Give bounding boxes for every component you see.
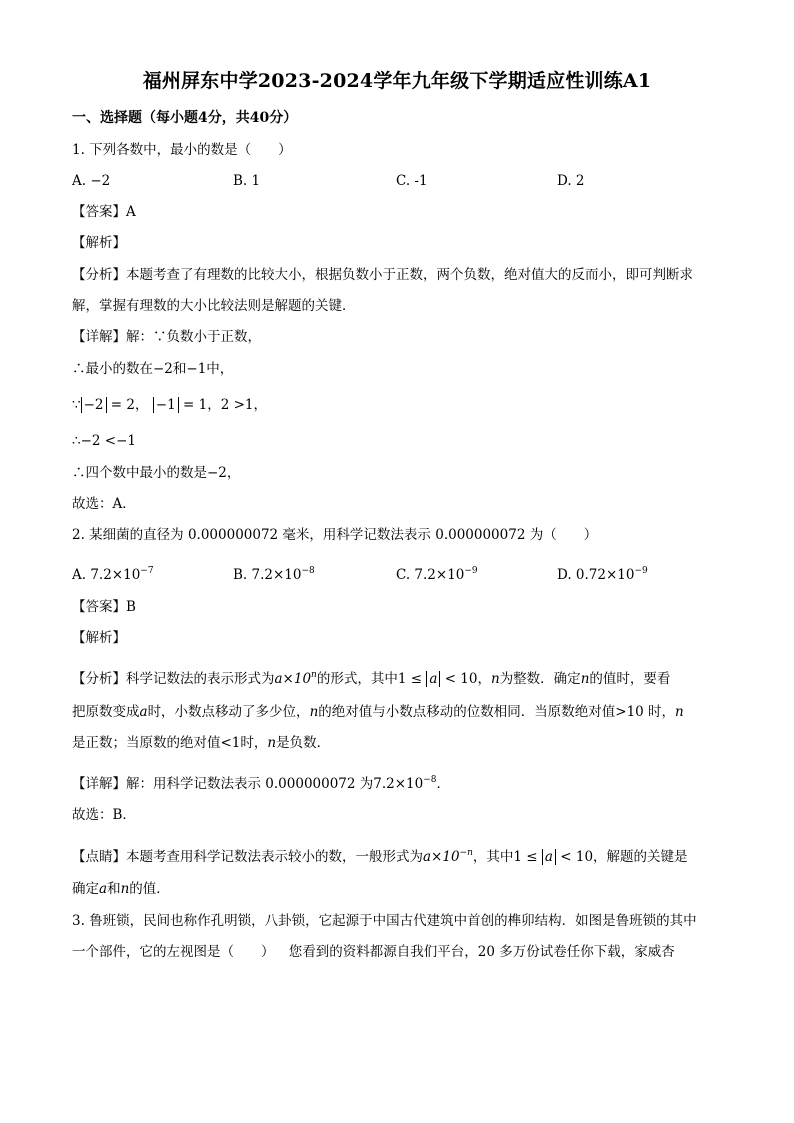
math-var: n	[580, 671, 590, 687]
exponent: −9	[464, 566, 478, 576]
section-heading: 一、选择题（每小题4分，共40分）	[72, 110, 298, 126]
analysis-text: 是正数；当原数的绝对值<1时，	[72, 735, 268, 751]
question-1-stem: 1. 下列各数中，最小的数是（ ）	[72, 142, 292, 158]
q1-option-a: A. −2	[72, 173, 111, 189]
detail-text: 解：∵负数小于正数，	[126, 329, 261, 345]
abs-value: a	[426, 671, 440, 687]
tip-text: ，其中1 ≤	[472, 849, 538, 865]
analysis-text: 为整数．确定	[499, 671, 581, 687]
option-text: D. 0.72×10	[557, 567, 635, 583]
math-var: a	[99, 881, 108, 897]
exponent: −8	[301, 566, 315, 576]
abs-value-2: −1	[153, 397, 179, 413]
math-form: a×10	[274, 671, 312, 687]
math-form: 7.2×10	[373, 776, 424, 792]
exponent: −7	[140, 566, 154, 576]
q2-option-a	[72, 561, 154, 585]
q1-analysis-line-1	[72, 265, 693, 285]
option-text: A. 7.2×10	[72, 567, 141, 583]
option-text: B. 7.2×10	[233, 567, 302, 583]
q1-choose: 故选：A．	[72, 496, 136, 512]
detail-text: = 1，2 >1，	[183, 397, 267, 413]
q2-tip-line-1	[72, 843, 688, 867]
q1-answer	[72, 202, 136, 222]
q2-analysis-line-3	[72, 733, 330, 753]
detail-text: ．	[436, 776, 451, 792]
q1-option-c: C. -1	[396, 173, 428, 189]
analysis-text: 的绝对值与小数点移动的位数相同．当原数绝对值>10 时，	[318, 704, 676, 720]
page-title: 福州屏东中学2023-2024学年九年级下学期适应性训练A1	[142, 70, 652, 92]
q2-analysis-line-1	[72, 665, 670, 689]
q2-jiexi-tag: 【解析】	[72, 630, 126, 646]
math-var: n	[490, 671, 500, 687]
analysis-text: 本题考查了有理数的比较大小，根据负数小于正数，两个负数，绝对值大的反而小，即可判断求	[126, 267, 693, 283]
analysis-tag: 【分析】	[72, 267, 126, 283]
analysis-text: 的值时，要看	[589, 671, 671, 687]
q1-analysis-line-2: 解，掌握有理数的大小比较法则是解题的关键．	[72, 298, 356, 314]
q1-detail-line-2: ∴最小的数在−2和−1中，	[72, 361, 234, 377]
analysis-text: 是负数．	[276, 735, 331, 751]
abs-value: a	[542, 849, 556, 865]
tip-text: 确定	[72, 881, 99, 897]
abs-value-1: −2	[81, 397, 107, 413]
q2-option-c	[396, 561, 478, 585]
math-var: n	[267, 735, 277, 751]
tip-text: 的值．	[129, 881, 170, 897]
exponent: −9	[634, 566, 648, 576]
q1-detail-line-1	[72, 327, 261, 347]
math-var: n	[309, 704, 319, 720]
detail-tag: 【详解】	[72, 329, 126, 345]
q2-choose: 故选：B．	[72, 807, 136, 823]
q1-option-b: B. 1	[233, 173, 261, 189]
analysis-text: 把原数变成	[72, 704, 140, 720]
q1-detail-line-5: ∴四个数中最小的数是−2，	[72, 465, 241, 481]
q2-answer	[72, 597, 136, 617]
math-var: n	[120, 881, 130, 897]
analysis-tag: 【分析】	[72, 671, 126, 687]
answer-tag: 【答案】	[72, 599, 126, 615]
tip-text: < 10，解题的关键是	[560, 849, 688, 865]
q2-option-b	[233, 561, 315, 585]
math-var: a	[139, 704, 148, 720]
tip-tag: 【点睛】	[72, 849, 126, 865]
question-3-stem-line-2	[72, 942, 675, 962]
q1-jiexi-tag: 【解析】	[72, 235, 126, 251]
exponent: n	[311, 670, 317, 680]
math-var: n	[675, 704, 684, 720]
q2-option-d	[557, 561, 648, 585]
watermark-text: 您看到的资料都源自我们平台，20 多万份试卷任你下载，家威杏	[288, 944, 675, 960]
q2-analysis-line-2	[72, 702, 684, 722]
analysis-text: < 10，	[444, 671, 491, 687]
question-text: 一个部件，它的左视图是（ ）	[72, 944, 275, 960]
analysis-text: 的形式，其中1 ≤	[316, 671, 423, 687]
option-text: C. 7.2×10	[396, 567, 465, 583]
exponent: −n	[459, 848, 473, 858]
q2-detail-line	[72, 770, 450, 794]
q1-option-d: D. 2	[557, 173, 585, 189]
exponent: −8	[423, 775, 437, 785]
question-3-stem-line-1: 3. 鲁班锁，民间也称作孔明锁，八卦锁，它起源于中国古代建筑中首创的榫卯结构．如图是鲁班锁的其中	[72, 913, 697, 929]
q1-detail-line-3	[72, 395, 267, 415]
analysis-text: 科学记数法的表示形式为	[126, 671, 275, 687]
detail-text: 解：用科学记数法表示 0.000000072 为	[126, 776, 374, 792]
because-symbol: ∵	[72, 397, 81, 413]
detail-tag: 【详解】	[72, 776, 126, 792]
tip-text: 和	[107, 881, 121, 897]
detail-text: = 2，	[110, 397, 149, 413]
answer-value: B	[126, 599, 136, 615]
answer-value: A	[126, 204, 136, 220]
math-form: a×10	[423, 849, 460, 865]
q2-tip-line-2	[72, 879, 170, 899]
answer-tag: 【答案】	[72, 204, 126, 220]
analysis-text: 时，小数点移动了多少位，	[147, 704, 310, 720]
question-2-stem: 2. 某细菌的直径为 0.000000072 毫米，用科学记数法表示 0.000000072 为（ ）	[72, 527, 598, 543]
tip-text: 本题考查用科学记数法表示较小的数，一般形式为	[126, 849, 423, 865]
q1-detail-line-4: ∴−2 <−1	[72, 433, 136, 449]
